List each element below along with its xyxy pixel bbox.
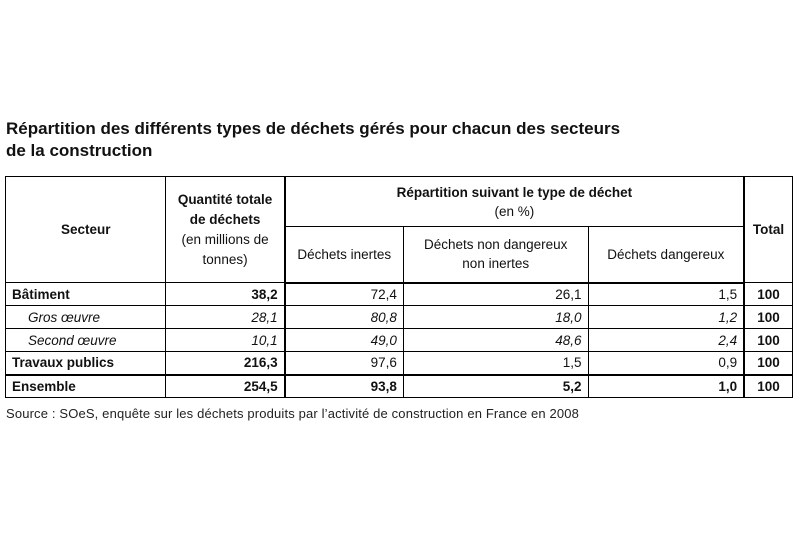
hazardous-cell: 0,9 bbox=[588, 352, 744, 375]
quantity-cell: 254,5 bbox=[166, 375, 285, 398]
waste-distribution-table bbox=[5, 176, 793, 398]
sector-cell: Gros œuvre bbox=[6, 306, 166, 329]
non-hazardous-cell: 48,6 bbox=[403, 329, 588, 352]
sector-cell: Ensemble bbox=[6, 375, 166, 398]
table-title bbox=[6, 118, 706, 162]
total-cell: 100 bbox=[744, 283, 792, 306]
source-note: Source : SOeS, enquête sur les déchets produits par l’activité de construction en France en 2008 bbox=[6, 406, 579, 421]
table-title-line-1: Répartition des différents types de déchets gérés pour chacun des secteurs bbox=[6, 119, 621, 138]
inert-cell: 80,8 bbox=[285, 306, 404, 329]
hazardous-cell: 2,4 bbox=[588, 329, 744, 352]
non-hazardous-cell: 1,5 bbox=[403, 352, 588, 375]
header-quantity-label: Quantité totale de déchets bbox=[177, 191, 273, 227]
hazardous-cell: 1,2 bbox=[588, 306, 744, 329]
header-quantity-unit: (en millions de tonnes) bbox=[181, 231, 269, 267]
non-hazardous-cell: 26,1 bbox=[403, 283, 588, 306]
header-sector: Secteur bbox=[6, 177, 166, 283]
header-inert: Déchets inertes bbox=[285, 227, 404, 283]
header-non-hazardous: Déchets non dangereux non inertes bbox=[403, 227, 588, 283]
inert-cell: 93,8 bbox=[285, 375, 404, 398]
total-cell: 100 bbox=[744, 375, 792, 398]
hazardous-cell: 1,0 bbox=[588, 375, 744, 398]
sector-cell: Second œuvre bbox=[6, 329, 166, 352]
hazardous-cell: 1,5 bbox=[588, 283, 744, 306]
inert-cell: 97,6 bbox=[285, 352, 404, 375]
inert-cell: 49,0 bbox=[285, 329, 404, 352]
non-hazardous-cell: 18,0 bbox=[403, 306, 588, 329]
quantity-cell: 28,1 bbox=[166, 306, 285, 329]
table-row bbox=[6, 329, 793, 352]
table-title-line-2: de la construction bbox=[6, 141, 153, 160]
quantity-cell: 10,1 bbox=[166, 329, 285, 352]
total-cell: 100 bbox=[744, 306, 792, 329]
header-distribution-unit: (en %) bbox=[494, 203, 535, 219]
header-quantity bbox=[166, 177, 285, 283]
table-row bbox=[6, 306, 793, 329]
header-total: Total bbox=[744, 177, 792, 283]
table-row-total bbox=[6, 375, 793, 398]
quantity-cell: 216,3 bbox=[166, 352, 285, 375]
sector-cell: Bâtiment bbox=[6, 283, 166, 306]
header-hazardous: Déchets dangereux bbox=[588, 227, 744, 283]
table-row bbox=[6, 283, 793, 306]
header-distribution bbox=[285, 177, 744, 227]
total-cell: 100 bbox=[744, 329, 792, 352]
quantity-cell: 38,2 bbox=[166, 283, 285, 306]
non-hazardous-cell: 5,2 bbox=[403, 375, 588, 398]
table-row bbox=[6, 352, 793, 375]
sector-cell: Travaux publics bbox=[6, 352, 166, 375]
inert-cell: 72,4 bbox=[285, 283, 404, 306]
header-distribution-label: Répartition suivant le type de déchet bbox=[396, 184, 633, 200]
total-cell: 100 bbox=[744, 352, 792, 375]
